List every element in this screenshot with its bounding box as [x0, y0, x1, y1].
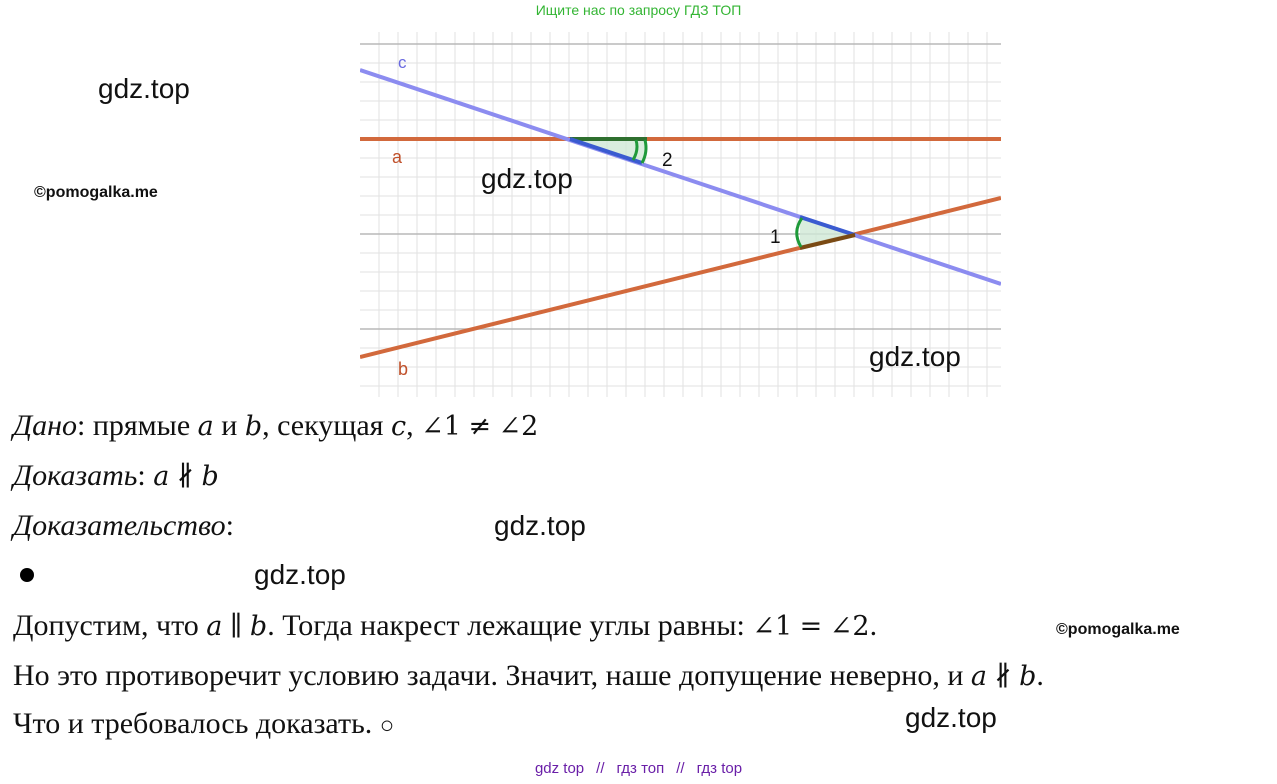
watermark-pomogalka: ©pomogalka.me — [1056, 621, 1180, 638]
var-a: a — [153, 461, 170, 492]
var-a: a — [197, 411, 214, 442]
proof-text: Но это противоречит условию задачи. Значит, наше допущение неверно, и — [13, 659, 964, 692]
var-b: b — [201, 461, 219, 492]
label-a: a — [392, 147, 403, 167]
watermark-gdz: gdz.top — [494, 510, 586, 541]
proof-text: . Тогда накрест лежащие углы равны: — [267, 609, 745, 642]
eq-sign: = — [799, 611, 823, 642]
proof-sentence-2 — [13, 659, 1044, 694]
label-b: b — [398, 359, 409, 379]
neq-sign: ≠ — [468, 411, 492, 442]
var-b: b — [249, 611, 268, 642]
var-c: c — [390, 411, 407, 442]
prove-label: Доказать — [13, 459, 138, 492]
comma: , — [406, 409, 414, 442]
angle-2: ∠2 — [498, 411, 539, 442]
angle-2: ∠2 — [829, 611, 870, 642]
end-of-proof-mark: ○ — [379, 713, 395, 739]
given-label: Дано — [13, 409, 77, 442]
footer-link-2[interactable]: гдз топ — [616, 760, 665, 777]
watermark-gdz: gdz.top — [254, 559, 346, 590]
given-line — [13, 409, 538, 444]
colon: : — [225, 509, 234, 542]
colon: : — [137, 459, 146, 492]
not-parallel-sign: ∦ — [176, 461, 194, 492]
watermark-pomogalka: ©pomogalka.me — [34, 184, 158, 201]
watermark-gdz: gdz.top — [481, 163, 573, 194]
footer-links — [0, 760, 1277, 777]
label-angle-2: 2 — [662, 150, 673, 171]
footer-sep: // — [596, 760, 605, 777]
prove-line — [13, 459, 219, 494]
footer-sep: // — [676, 760, 685, 777]
var-b: b — [1019, 661, 1037, 692]
not-parallel-sign: ∦ — [994, 661, 1012, 692]
footer-link-1[interactable]: gdz top — [534, 760, 585, 777]
label-c: c — [398, 53, 407, 72]
footer-link-3[interactable]: гдз top — [696, 760, 743, 777]
line-b — [360, 198, 1001, 357]
top-banner: Ищите нас по запросу ГДЗ ТОП — [535, 2, 742, 18]
var-a: a — [970, 661, 987, 692]
given-text: : прямые — [76, 409, 191, 442]
proof-text: Допустим, что — [13, 609, 199, 642]
period: . — [869, 609, 878, 642]
angle-1: ∠1 — [421, 411, 461, 442]
watermark-gdz: gdz.top — [98, 73, 190, 104]
proof-sentence-3 — [13, 707, 394, 743]
proof-sentence-1 — [13, 609, 877, 644]
parallel-sign: ∥ — [229, 611, 243, 642]
bullet — [20, 568, 34, 582]
var-b: b — [244, 411, 263, 442]
angle-1: ∠1 — [752, 611, 793, 642]
proof-text: Что и требовалось доказать. — [13, 707, 373, 740]
period: . — [1036, 659, 1044, 692]
watermark-gdz: gdz.top — [869, 341, 961, 372]
proof-line — [13, 509, 234, 543]
watermark-gdz: gdz.top — [905, 702, 997, 733]
var-a: a — [206, 611, 223, 642]
given-secant: , секущая — [262, 409, 384, 442]
given-and: и — [221, 409, 238, 442]
label-angle-1: 1 — [770, 227, 781, 248]
proof-label: Доказательство — [13, 509, 226, 542]
